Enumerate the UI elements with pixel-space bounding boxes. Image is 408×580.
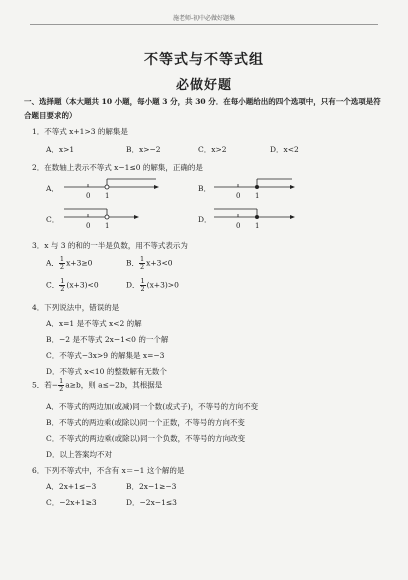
tick-label-1: 1	[255, 192, 260, 200]
fraction-denominator: 2	[140, 263, 145, 271]
document-title: 不等式与不等式组	[144, 52, 264, 68]
question-2-stem: 2．在数轴上表示不等式 x−1≤0 的解集，正确的是	[32, 163, 203, 172]
question-2-option-c-number-line	[64, 206, 164, 236]
question-2-option-d-number-line	[214, 206, 314, 236]
fraction-half	[58, 378, 64, 393]
fraction-numerator: 1	[59, 255, 65, 263]
question-2-option-b-number-line	[214, 176, 314, 206]
question-3-option-b	[126, 256, 173, 271]
page-header: 施老师-初中必做好题集	[172, 15, 236, 22]
question-1-option-d: D．x<2	[270, 145, 299, 154]
fraction-numerator: 1	[59, 377, 64, 385]
section-heading-line-1: 一、选择题（本大题共 10 小题，每小题 3 分，共 30 分．在每小题给出的四个选项中，只有一个选项是符	[24, 97, 381, 106]
option-letter: A．	[46, 258, 59, 268]
question-6-option-a: A．2x+1≤−3	[46, 482, 97, 491]
question-6-option-d: D．−2x−1≤3	[126, 498, 177, 507]
fraction-denominator: 2	[59, 263, 65, 271]
fraction-half	[59, 278, 65, 293]
option-letter: B．	[126, 258, 140, 268]
fraction-denominator: 2	[59, 385, 64, 393]
question-4-option-a: A．x=1 是不等式 x<2 的解	[46, 319, 142, 328]
option-expression: (x+3)<0	[66, 280, 99, 290]
question-2-option-b-label: B．	[198, 184, 212, 193]
question-6-option-c: C．−2x+1≥3	[46, 498, 97, 507]
fraction-half	[59, 256, 65, 271]
question-2-option-d-label: D．	[198, 215, 212, 224]
question-1-option-b: B．x>−2	[126, 145, 161, 154]
question-6-stem: 6．下列不等式中，不含有 x＝−1 这个解的是	[32, 466, 185, 475]
tick-label-0: 0	[236, 222, 241, 230]
question-5-option-a: A．不等式的两边加(或减)同一个数(或式子)，不等号的方向不变	[46, 402, 259, 411]
option-letter: C．	[46, 280, 60, 290]
question-2-option-c-label: C．	[46, 215, 60, 224]
tick-label-1: 1	[105, 222, 110, 230]
document-subtitle: 必做好题	[175, 78, 232, 93]
tick-label-1: 1	[105, 192, 110, 200]
question-4-option-d: D．不等式 x<10 的整数解有无数个	[46, 367, 167, 376]
question-3-option-a	[46, 256, 92, 271]
fraction-half	[140, 278, 146, 293]
question-6-option-b: B．2x−1≥−3	[126, 482, 177, 491]
question-5-option-d: D．以上答案均不对	[46, 450, 113, 459]
question-1-option-a: A．x>1	[46, 145, 75, 154]
question-5-option-b: B．不等式的两边乘(或除以)同一个正数，不等号的方向不变	[46, 418, 245, 427]
option-expression: (x+3)>0	[146, 280, 179, 290]
fraction-half	[139, 256, 145, 271]
question-2-option-a-number-line	[64, 176, 164, 206]
tick-label-0: 0	[86, 192, 91, 200]
question-4-stem: 4．下列说法中，错误的是	[32, 303, 120, 312]
question-3-option-d	[126, 278, 179, 293]
fraction-numerator: 1	[140, 255, 145, 263]
section-heading-line-2: 合题目要求的）	[24, 111, 77, 120]
option-letter: D．	[126, 280, 140, 290]
question-3-option-c	[46, 278, 99, 293]
question-5-option-c: C．不等式的两边乘(或除以)同一个负数，不等号的方向改变	[46, 434, 246, 443]
question-5-stem	[32, 378, 162, 393]
fraction-numerator: 1	[140, 277, 145, 285]
question-1-option-c: C．x>2	[198, 145, 227, 154]
question-4-option-c: C．不等式−3x>9 的解集是 x=−3	[46, 351, 165, 360]
tick-label-0: 0	[236, 192, 241, 200]
question-2-option-a-label: A．	[46, 184, 59, 193]
fraction-denominator: 2	[140, 285, 145, 293]
question-3-stem: 3．x 与 3 的和的一半是负数，用不等式表示为	[32, 241, 188, 250]
question-1-stem: 1．不等式 x+1>3 的解集是	[32, 127, 128, 136]
fraction-numerator: 1	[60, 277, 65, 285]
question-4-option-b: B．−2 是不等式 2x−1<0 的一个解	[46, 335, 169, 344]
stem-prefix: 5．若−	[32, 380, 59, 390]
option-expression: x+3<0	[146, 258, 173, 268]
header-divider	[30, 24, 378, 25]
option-expression: x+3≥0	[66, 258, 93, 268]
tick-label-0: 0	[86, 222, 91, 230]
tick-label-1: 1	[255, 222, 260, 230]
stem-suffix: a≥b，则 a≤−2b，其根据是	[65, 380, 163, 390]
fraction-denominator: 2	[60, 285, 65, 293]
